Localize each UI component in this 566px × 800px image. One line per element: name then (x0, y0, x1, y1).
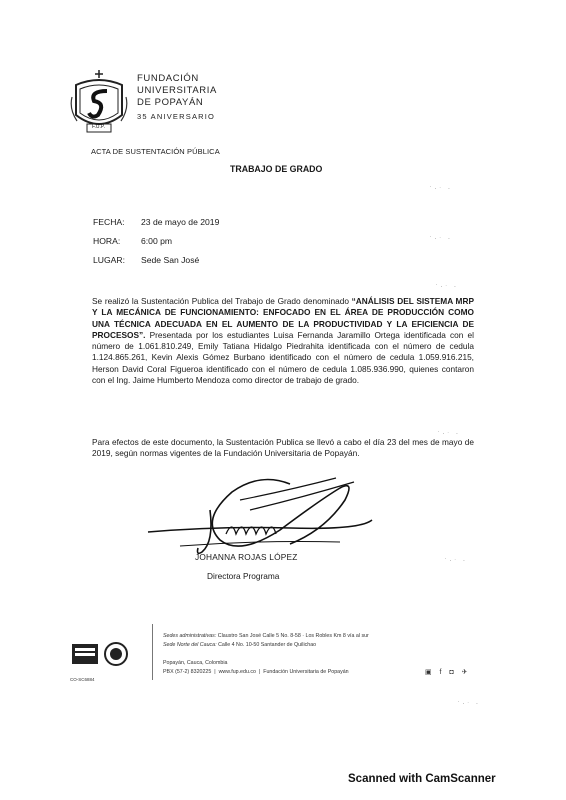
scan-mark: ˙·ˑ · (438, 431, 461, 437)
field-value: 6:00 pm (141, 236, 173, 246)
footer-norte-label: Sede Norte del Cauca: (163, 642, 217, 648)
footer-admin-value: Claustro San José Calle 5 No. 8-58 · Los Robles Km 8 vía al sur (217, 633, 369, 639)
footer-pbx: PBX (57-2) 8320225 (163, 669, 212, 675)
field-lugar (93, 255, 199, 265)
signer-name: JOHANNA ROJAS LÓPEZ (195, 552, 298, 562)
institution-name (137, 73, 217, 123)
footer-city: Popayán, Cauca, Colombia (163, 660, 228, 666)
paragraph-details: Presentada por los estudiantes Luisa Fernanda Jaramillo Ortega identificada con el número de 1.061.810.249, Emily Tatiana Hidalgo Piedrahita identificada con el número de cedula 1.124.865.261, Kevin Alexis Gómez Burbano identificado con el número de cedula 1.059.916.215, Herson David Coral Figueroa identificado con el número de cedula 1.085.936.990, quienes contaron con el Ing. Jaime Humberto Mendoza como director de trabajo de grado. (92, 329, 474, 386)
field-value: 23 de mayo de 2019 (141, 217, 220, 227)
scan-mark: ˙·ˑ · (445, 558, 468, 564)
footer-contact: PBX (57-2) 8320225 | www.fup.edu.co | Fundación Universitaria de Popayán (163, 669, 349, 675)
scan-mark: ˙·ˑ · (458, 701, 481, 707)
acta-label: ACTA DE SUSTENTACIÓN PÚBLICA (91, 147, 220, 156)
handwritten-signature (140, 470, 380, 562)
page-title: TRABAJO DE GRADO (230, 164, 323, 174)
thesis-title: “ANÁLISIS DEL SISTEMA MRP Y LA MECÁNICA DE FUNCIONAMIENTO: ENFOCADO EN EL ÁREA DE PRODUCCIÓN COMO UNA TÉCNICA ADECUADA EN EL AUMENTO DE LA PRODUCTIVIDAD Y LA EFICIENCIA DE PROCESOS”. (92, 296, 474, 340)
field-value: Sede San José (141, 255, 200, 265)
paragraph-intro: Se realizó la Sustentación Publica del Trabajo de Grado denominado (92, 296, 352, 306)
field-hora (93, 236, 172, 246)
paragraph-efectos: Para efectos de este documento, la Sustentación Publica se llevó a cabo el día 23 del mes de mayo de 2019, según normas vigentes de la Fundación Universitaria de Popayán. (92, 437, 474, 459)
footer-social-name: Fundación Universitaria de Popayán (263, 669, 349, 675)
scan-mark: ˙·ˑ · (430, 236, 453, 242)
signer-role: Directora Programa (207, 571, 280, 581)
footer-admin-label: Sedes administrativas: (163, 633, 217, 639)
social-icons[interactable]: ▣ f ◘ ✈ (425, 669, 471, 676)
cert-code: CO-SC6884 (70, 677, 95, 682)
footer-divider (152, 624, 153, 680)
field-fecha (93, 217, 219, 227)
university-logo (68, 67, 130, 139)
footer-admin (163, 633, 369, 639)
certification-badges-icon (70, 640, 132, 674)
footer-web-link[interactable]: www.fup.edu.co (218, 669, 256, 675)
scan-mark: ˙·ˑ · (430, 186, 453, 192)
anniversary-label: 35 ANIVERSARIO (137, 112, 216, 121)
field-label: LUGAR: (93, 255, 125, 265)
logo-seal-text: F.U.P. (92, 124, 105, 130)
institution-line-1: FUNDACIÓN (137, 73, 199, 84)
paragraph-sustentacion (92, 296, 474, 386)
certification-logos (70, 640, 132, 682)
institution-line-3: DE POPAYÁN (137, 97, 204, 108)
institution-line-2: UNIVERSITARIA (137, 85, 217, 96)
field-label: HORA: (93, 236, 121, 246)
footer-norte-value: Calle 4 No. 10-50 Santander de Quilichao (218, 642, 317, 648)
scanner-watermark: Scanned with CamScanner (348, 773, 496, 785)
field-label: FECHA: (93, 217, 125, 227)
scan-mark: ˙·ˑ · (436, 284, 459, 290)
footer-norte (163, 642, 316, 648)
